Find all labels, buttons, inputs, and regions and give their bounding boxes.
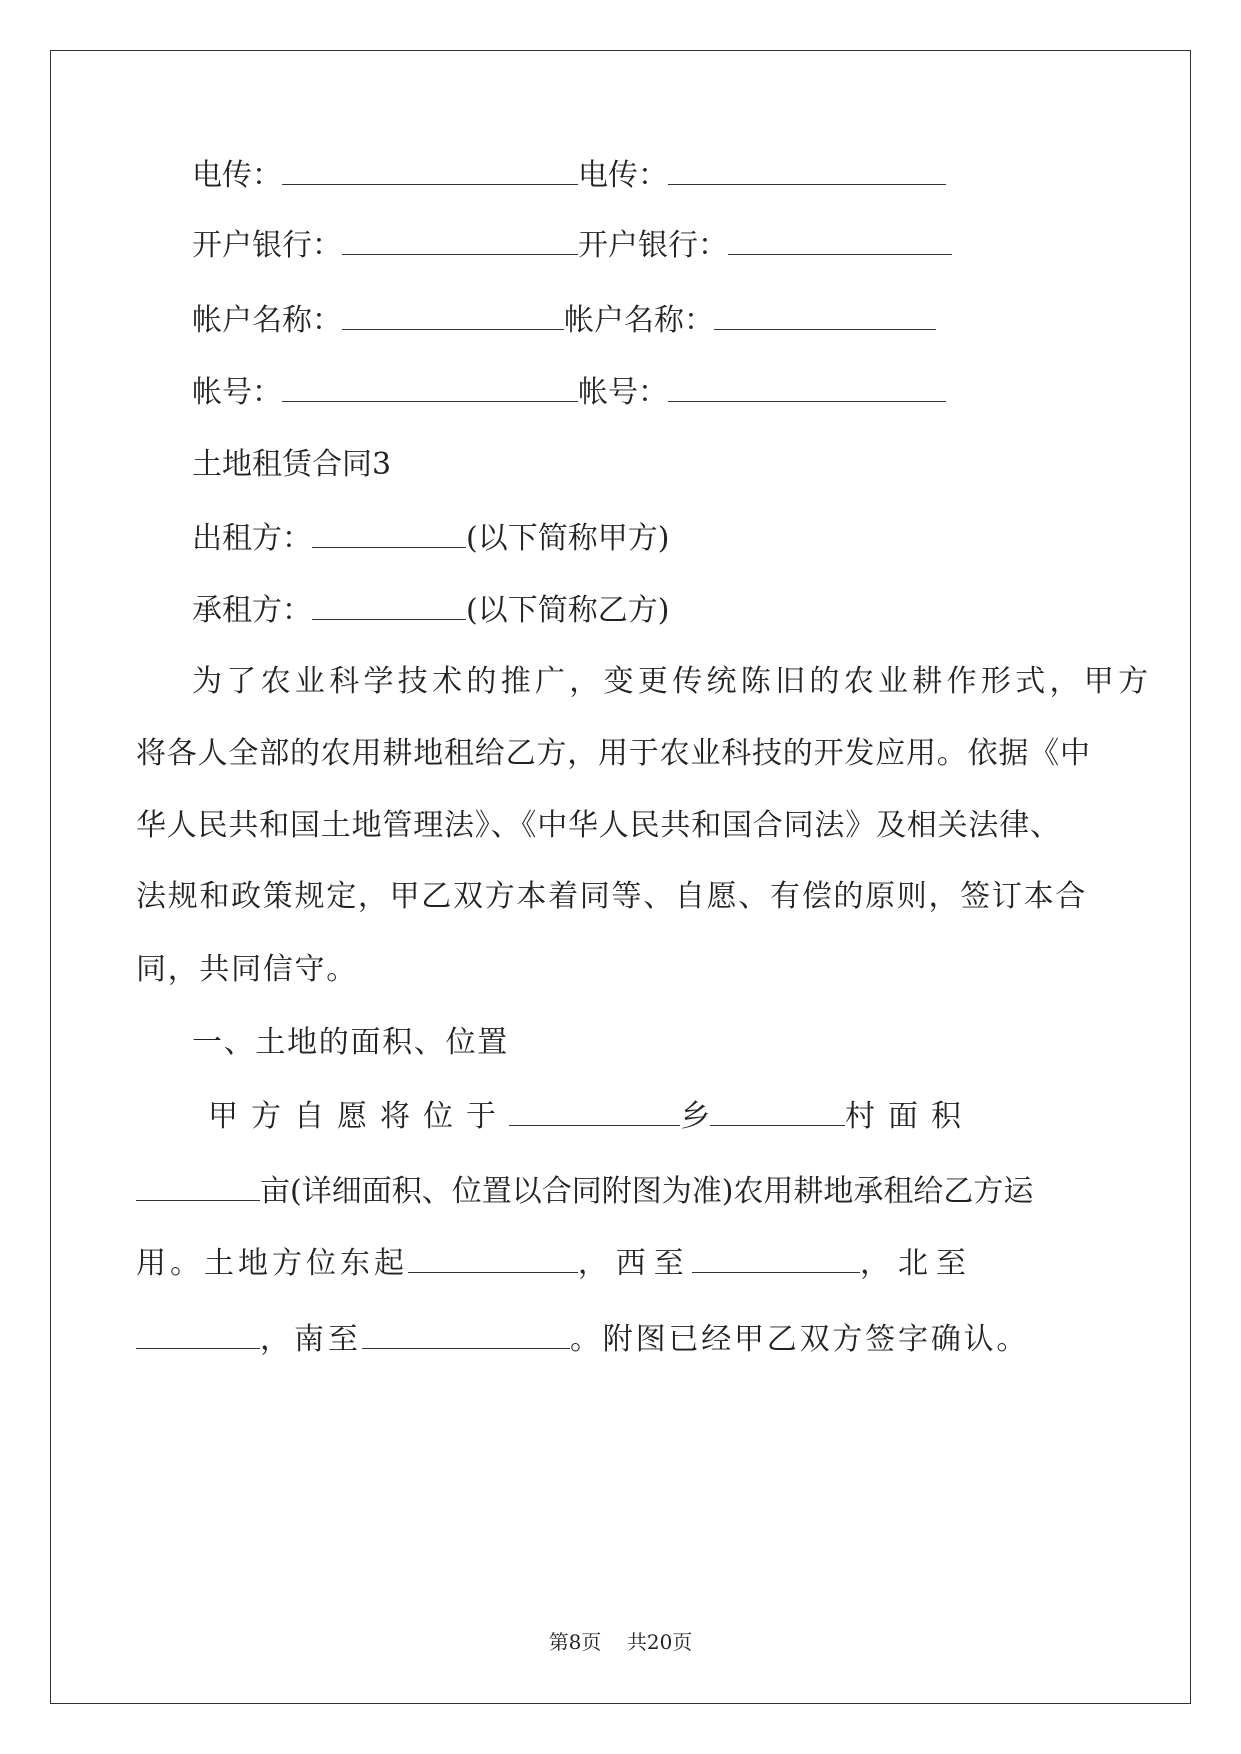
party-a-fax-label: 电传：: [192, 158, 282, 193]
section-1-text-2a: 亩(详细面积、位置以合同附图为准)农用耕地承租给乙方运: [260, 1174, 1034, 1209]
party-a-account-name-blank[interactable]: [342, 299, 564, 330]
page-footer: 第8页 共20页: [548, 1630, 693, 1654]
party-a-account-no-blank[interactable]: [282, 371, 578, 402]
lessee-suffix: (以下简称乙方): [466, 593, 670, 628]
party-b-fax-blank[interactable]: [668, 154, 946, 185]
intro-line-1: [192, 662, 1153, 702]
section-1-text-3c: ，北至: [860, 1246, 974, 1281]
lessor-label: 出租方：: [192, 521, 312, 556]
section-1-line-1: [208, 1095, 974, 1137]
lessor-row: [192, 517, 669, 559]
party-b-account-name-blank[interactable]: [714, 299, 936, 330]
lessee-row: [192, 589, 669, 631]
bank-row: [192, 224, 952, 266]
section-1-line-3: [136, 1242, 974, 1284]
lessee-label: 承租方：: [192, 593, 312, 628]
party-a-bank-label: 开户银行：: [192, 228, 342, 263]
intro-line-3-text: 华人民共和国土地管理法》、《中华人民共和国合同法》及相关法律、: [136, 808, 1061, 843]
party-a-account-name-label: 帐户名称：: [192, 303, 342, 338]
south-boundary-blank[interactable]: [362, 1318, 570, 1349]
intro-line-5: [136, 950, 358, 990]
village-blank[interactable]: [710, 1095, 845, 1126]
section-1-text-3b: ，西至: [577, 1246, 692, 1281]
contract-heading: 土地租赁合同3: [192, 447, 392, 482]
section-1-text-3a: 用。土地方位东起: [136, 1246, 408, 1281]
party-b-bank-label: 开户银行：: [578, 228, 728, 263]
party-a-bank-blank[interactable]: [342, 224, 578, 255]
party-b-account-name-label: 帐户名称：: [564, 303, 714, 338]
party-b-bank-blank[interactable]: [728, 224, 952, 255]
section-1-text-1b: 乡: [680, 1099, 711, 1134]
intro-line-2-text: 将各人全部的农用耕地租给乙方，用于农业科技的开发应用。依据《中: [136, 736, 1091, 771]
section-1-line-4: [136, 1318, 1029, 1360]
intro-line-1-text: 为了农业科学技术的推广，变更传统陈旧的农业耕作形式，甲方: [192, 664, 1153, 699]
party-a-account-no-label: 帐号：: [192, 375, 282, 410]
east-boundary-blank[interactable]: [408, 1242, 578, 1273]
account-name-row: [192, 299, 936, 341]
section-1-text-1a: 甲方自愿将位于: [208, 1099, 509, 1134]
fax-row: [192, 154, 946, 196]
party-b-fax-label: 电传：: [578, 158, 668, 193]
section-1-line-2: [136, 1170, 1034, 1212]
party-a-fax-blank[interactable]: [282, 154, 578, 185]
lessor-suffix: (以下简称甲方): [466, 521, 670, 556]
intro-line-3: [136, 806, 1061, 846]
party-b-account-no-blank[interactable]: [668, 371, 946, 402]
party-b-account-no-label: 帐号：: [578, 375, 668, 410]
intro-line-4: [136, 877, 1087, 917]
section-1-text-1c: 村面积: [845, 1099, 974, 1134]
intro-line-4-text: 法规和政策规定，甲乙双方本着同等、自愿、有偿的原则，签订本合: [136, 879, 1087, 914]
lessor-blank[interactable]: [312, 517, 466, 548]
intro-line-5-text: 同，共同信守。: [136, 952, 358, 987]
west-boundary-blank[interactable]: [692, 1242, 860, 1273]
section-1-title: 一、土地的面积、位置: [192, 1025, 509, 1060]
section-1-text-4a: ，南至: [260, 1322, 362, 1357]
area-mu-blank[interactable]: [136, 1170, 260, 1201]
section-1-text-4b: 。附图已经甲乙双方签字确认。: [570, 1322, 1030, 1357]
north-boundary-blank[interactable]: [136, 1318, 260, 1349]
township-blank[interactable]: [509, 1095, 680, 1126]
intro-line-2: [136, 734, 1091, 774]
lessee-blank[interactable]: [312, 589, 466, 620]
account-no-row: [192, 371, 946, 413]
